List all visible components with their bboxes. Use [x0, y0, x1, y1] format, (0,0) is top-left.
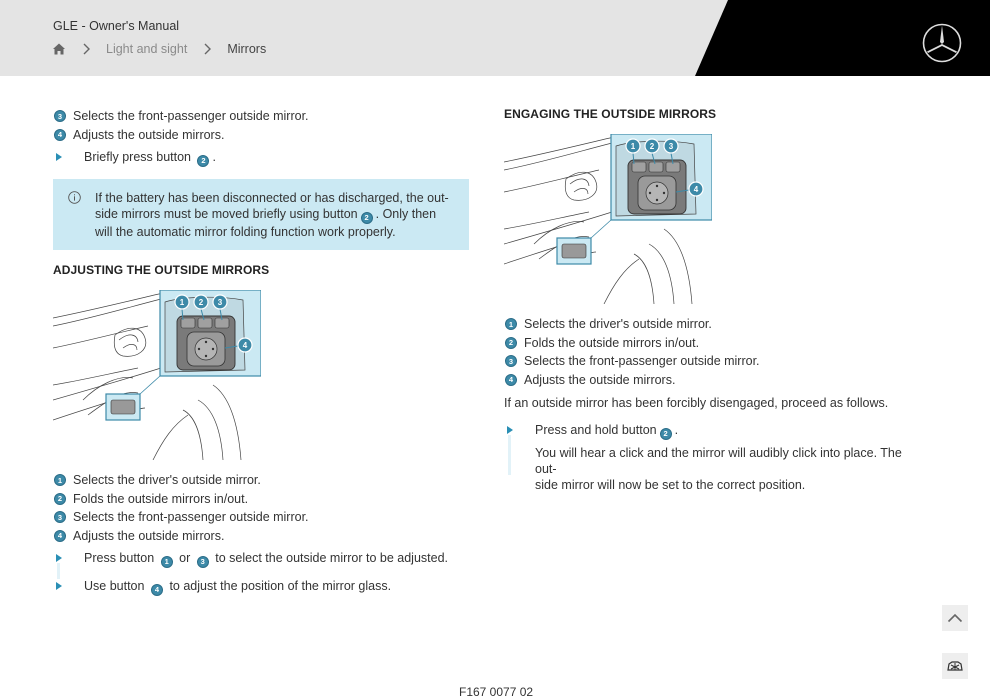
callout-label: 3	[668, 142, 674, 151]
list-item-text: Adjusts the outside mirrors.	[73, 528, 225, 543]
step-arrow-icon	[56, 582, 62, 590]
callout-number: 2	[660, 428, 672, 440]
info-line: If the battery has been disconnected or has discharged, the out-	[95, 191, 449, 205]
breadcrumb-light-and-sight[interactable]: Light and sight	[106, 42, 188, 56]
step-text: Press button	[84, 551, 155, 565]
callout-number: 2	[197, 155, 209, 167]
manual-title: GLE - Owner's Manual	[53, 19, 180, 33]
left-top-list	[54, 107, 309, 144]
breadcrumb	[52, 42, 266, 56]
list-item	[505, 352, 760, 371]
left-bottom-list	[54, 471, 309, 545]
scroll-top-button[interactable]	[942, 605, 968, 631]
chevron-right-icon	[203, 43, 213, 55]
callout-number: 1	[505, 318, 517, 330]
callout-number: 1	[54, 474, 66, 486]
door-panel-illustration	[504, 134, 712, 304]
callout-number: 2	[505, 337, 517, 349]
home-icon[interactable]	[52, 42, 66, 56]
info-line: will the automatic mirror folding function work properly.	[95, 225, 396, 239]
callout-3	[664, 139, 678, 153]
step-text: or	[179, 551, 191, 565]
list-item	[505, 315, 760, 334]
list-item-text: Selects the driver's outside mirror.	[73, 473, 261, 488]
callout-1	[626, 139, 640, 153]
step-press-hold	[504, 423, 924, 493]
list-item-text: Adjusts the outside mirrors.	[524, 372, 676, 387]
step-text-end: .	[212, 150, 216, 164]
result-line: side mirror will now be set to the correct position.	[535, 477, 806, 492]
callout-number: 2	[361, 212, 373, 224]
list-item	[54, 126, 309, 145]
step-text: Briefly press button	[84, 150, 191, 164]
list-item	[505, 334, 760, 353]
step-bar	[508, 435, 511, 475]
step-text: to adjust the position of the mirror glass.	[169, 579, 392, 593]
callout-number: 2	[54, 493, 66, 505]
list-item-text: Selects the front-passenger outside mirror.	[524, 354, 760, 369]
section-title-adjusting: ADJUSTING THE OUTSIDE MIRRORS	[53, 263, 270, 277]
step-adjust-mirror	[53, 579, 391, 596]
callout-number: 4	[54, 129, 66, 141]
callout-label: 4	[693, 185, 699, 194]
list-item	[54, 107, 309, 126]
list-item-text: Selects the front-passenger outside mirror.	[73, 510, 309, 525]
list-item	[54, 490, 309, 509]
callout-label: 3	[217, 298, 223, 307]
list-item-text: Selects the driver's outside mirror.	[524, 317, 712, 332]
callout-number: 1	[161, 556, 173, 568]
callout-2	[645, 139, 659, 153]
list-item	[54, 527, 309, 546]
step-arrow-icon	[507, 426, 513, 434]
figure-code: F167 0077 02	[459, 685, 534, 699]
callout-label: 4	[242, 341, 248, 350]
step-line	[535, 423, 924, 440]
callout-4	[689, 182, 703, 196]
step-result	[535, 445, 924, 493]
callout-4	[238, 338, 252, 352]
list-item	[54, 471, 309, 490]
mercedes-star-logo	[922, 23, 962, 63]
right-list	[505, 315, 760, 389]
callout-number: 4	[151, 584, 163, 596]
section-title-engaging: ENGAGING THE OUTSIDE MIRRORS	[504, 107, 717, 121]
step-text: Press and hold button	[535, 423, 657, 437]
info-icon	[68, 191, 81, 204]
callout-number: 3	[505, 355, 517, 367]
info-line	[95, 206, 455, 224]
chevron-right-icon	[82, 43, 92, 55]
step-select-mirror	[53, 551, 448, 568]
list-item-text: Folds the outside mirrors in/out.	[524, 335, 700, 350]
list-item-text: Adjusts the outside mirrors.	[73, 127, 225, 142]
callout-label: 2	[649, 142, 655, 151]
vehicle-icon	[947, 660, 963, 672]
paragraph-forcibly-disengaged: If an outside mirror has been forcibly disengaged, proceed as follows.	[504, 396, 889, 410]
step-arrow-icon	[56, 554, 62, 562]
callout-label: 2	[198, 298, 204, 307]
callout-label: 1	[630, 142, 636, 151]
step-text: Use button	[84, 579, 145, 593]
step-text: to select the outside mirror to be adjusted.	[215, 551, 449, 565]
callout-number: 3	[54, 110, 66, 122]
list-item	[505, 371, 760, 390]
info-note	[53, 179, 469, 250]
step-bar	[57, 563, 60, 579]
list-item	[54, 508, 309, 527]
callout-1	[175, 295, 189, 309]
step-briefly-press	[53, 150, 216, 167]
info-text	[95, 190, 455, 240]
list-item-text: Folds the outside mirrors in/out.	[73, 491, 249, 506]
breadcrumb-mirrors: Mirrors	[227, 42, 267, 56]
list-item-text: Selects the front-passenger outside mirror.	[73, 109, 309, 124]
callout-2	[194, 295, 208, 309]
vehicle-button[interactable]	[942, 653, 968, 679]
step-arrow-icon	[56, 153, 62, 161]
door-panel-illustration	[53, 290, 261, 460]
step-text: .	[674, 423, 679, 437]
scroll-top-icon	[947, 613, 963, 623]
callout-label: 1	[179, 298, 185, 307]
info-line-text: side mirrors must be moved briefly using button	[95, 207, 358, 221]
result-line: You will hear a click and the mirror will audibly click into place. The out-	[535, 445, 902, 476]
callout-3	[213, 295, 227, 309]
callout-number: 3	[197, 556, 209, 568]
callout-number: 3	[54, 511, 66, 523]
callout-number: 4	[54, 530, 66, 542]
info-line-text: . Only then	[375, 207, 437, 221]
callout-number: 4	[505, 374, 517, 386]
